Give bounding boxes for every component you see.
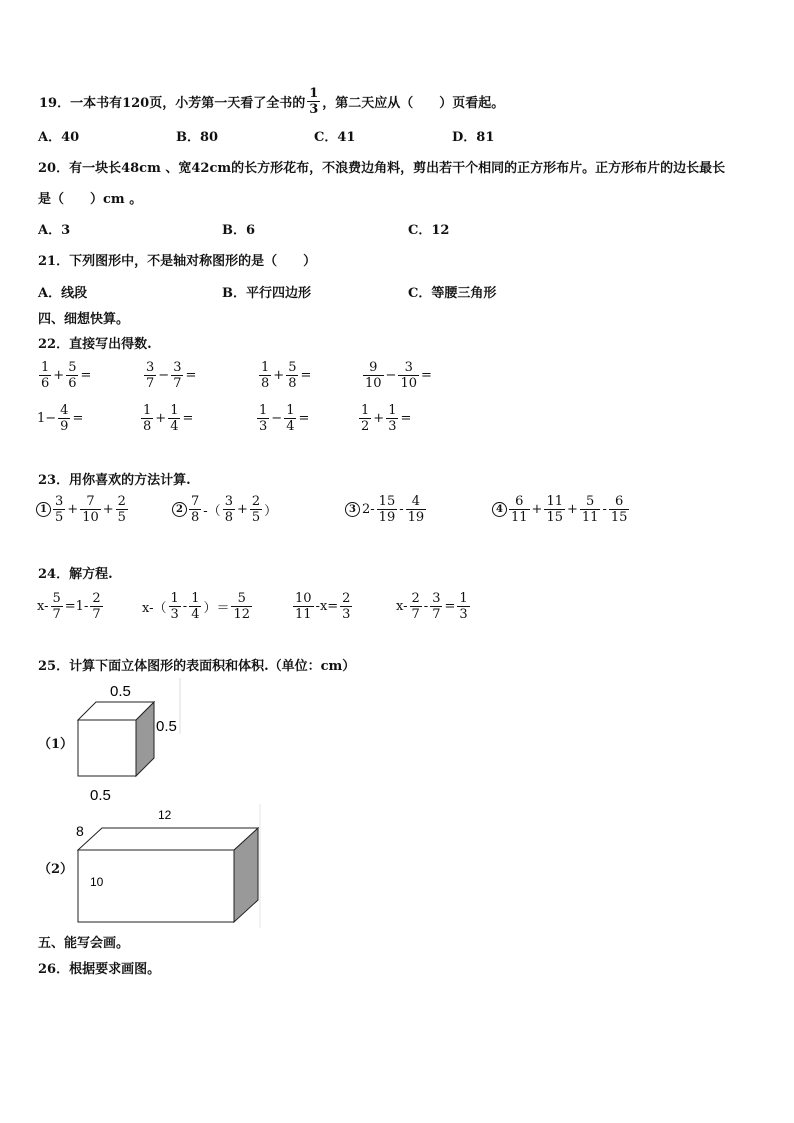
q22-expr-5: 1− $\frac{4}{9}$ =: [37, 403, 84, 434]
circled-number-2: 2: [172, 502, 187, 517]
q25-title: 25．计算下面立体图形的表面积和体积.（单位：cm）: [38, 659, 356, 674]
q24-title: 24．解方程.: [38, 567, 113, 582]
cube-top-dimension: 0.5: [110, 683, 131, 700]
q22-expr-2: $\frac{3}{7}$ − $\frac{3}{7}$ =: [146, 360, 197, 391]
q24-equation-2: x-（ $\frac{1}{3}$ - $\frac{1}{4}$ ）＝ $\frac{5}{12}$: [142, 591, 251, 622]
cube-right-dimension: 0.5: [156, 718, 177, 735]
figure-1-label: （1）: [38, 737, 74, 752]
cuboid-length-dimension: 12: [158, 808, 172, 822]
q19-option-b[interactable]: B．80: [176, 130, 219, 145]
q23-expr-4: 4 $\frac{6}{11}$ + $\frac{11}{15}$ + $\frac{5}{11}$ - $\frac{6}{15}$: [492, 494, 630, 525]
q19-option-c[interactable]: C．41: [314, 130, 356, 145]
q21-option-b[interactable]: B．平行四边形: [222, 286, 311, 301]
q19-text-b: ，第二天应从（ ）页看起。: [322, 96, 505, 111]
q24-equation-1: x- $\frac{5}{7}$ =1- $\frac{2}{7}$: [37, 591, 101, 622]
q19-option-d[interactable]: D．81: [452, 130, 495, 145]
q20-stem-line2: 是（ ）cm 。: [38, 192, 143, 207]
q24-equation-3: $\frac{10}{11}$ -x= $\frac{2}{3}$: [295, 591, 351, 622]
cuboid-width-dimension: 8: [76, 823, 84, 839]
figure-2-label: （2）: [38, 862, 74, 877]
q21-option-a[interactable]: A．线段: [38, 286, 88, 301]
cube-front-face: [78, 720, 136, 776]
q22-expr-3: $\frac{1}{8}$ + $\frac{5}{8}$ =: [261, 360, 312, 391]
figure-2-cuboid: [70, 804, 270, 928]
circled-number-3: 3: [345, 502, 360, 517]
q20-option-b[interactable]: B．6: [222, 223, 256, 238]
q20-option-c[interactable]: C．12: [408, 223, 450, 238]
q22-title: 22．直接写出得数.: [38, 337, 152, 352]
circled-number-1: 1: [36, 502, 51, 517]
cube-bottom-dimension: 0.5: [90, 787, 111, 804]
q23-expr-1: 1 $\frac{3}{5}$ + $\frac{7}{10}$ + $\frac{2}{5}$: [36, 494, 129, 525]
q22-expr-7: $\frac{1}{3}$ − $\frac{1}{4}$ =: [259, 403, 310, 434]
cuboid-height-dimension: 10: [90, 875, 104, 889]
q22-expr-6: $\frac{1}{8}$ + $\frac{1}{4}$ =: [143, 403, 194, 434]
q24-equation-4: x- $\frac{2}{7}$ - $\frac{3}{7}$ = $\frac{1}{3}$: [396, 591, 468, 622]
q19-option-a[interactable]: A．40: [38, 130, 80, 145]
q21-option-c[interactable]: C．等腰三角形: [408, 286, 497, 301]
q23-title: 23．用你喜欢的方法计算.: [38, 473, 191, 488]
q22-expr-1: $\frac{1}{6}$ + $\frac{5}{6}$ =: [41, 360, 92, 391]
q19-text-a: 19．一本书有120页，小芳第一天看了全书的: [39, 96, 306, 111]
q19-fraction: $\frac{1}{3}$: [309, 86, 319, 117]
q23-expr-2: 2 $\frac{7}{8}$ -（ $\frac{3}{8}$ + $\frac{2}{5}$ ）: [172, 494, 278, 525]
q22-expr-4: $\frac{9}{10}$ − $\frac{3}{10}$ =: [365, 360, 432, 391]
q26-stem: 26．根据要求画图。: [38, 962, 161, 977]
q22-expr-8: $\frac{1}{2}$ + $\frac{1}{3}$ =: [361, 403, 412, 434]
section-5-heading: 五、能写会画。: [38, 936, 130, 951]
section-4-heading: 四、细想快算。: [38, 312, 130, 327]
q19-stem: [38, 86, 505, 117]
q20-option-a[interactable]: A．3: [38, 223, 71, 238]
q23-expr-3: 3 2- $\frac{15}{19}$ - $\frac{4}{19}$: [345, 494, 427, 525]
figure-1-cube: [70, 678, 190, 806]
circled-number-4: 4: [492, 502, 507, 517]
q21-stem: 21．下列图形中，不是轴对称图形的是（ ）: [38, 254, 317, 269]
cuboid-top-face: [78, 828, 258, 850]
q20-stem-line1: 20．有一块长48cm 、宽42cm的长方形花布，不浪费边角料，剪出若干个相同的正方形布片。正方形布片的边长最长: [38, 161, 726, 176]
